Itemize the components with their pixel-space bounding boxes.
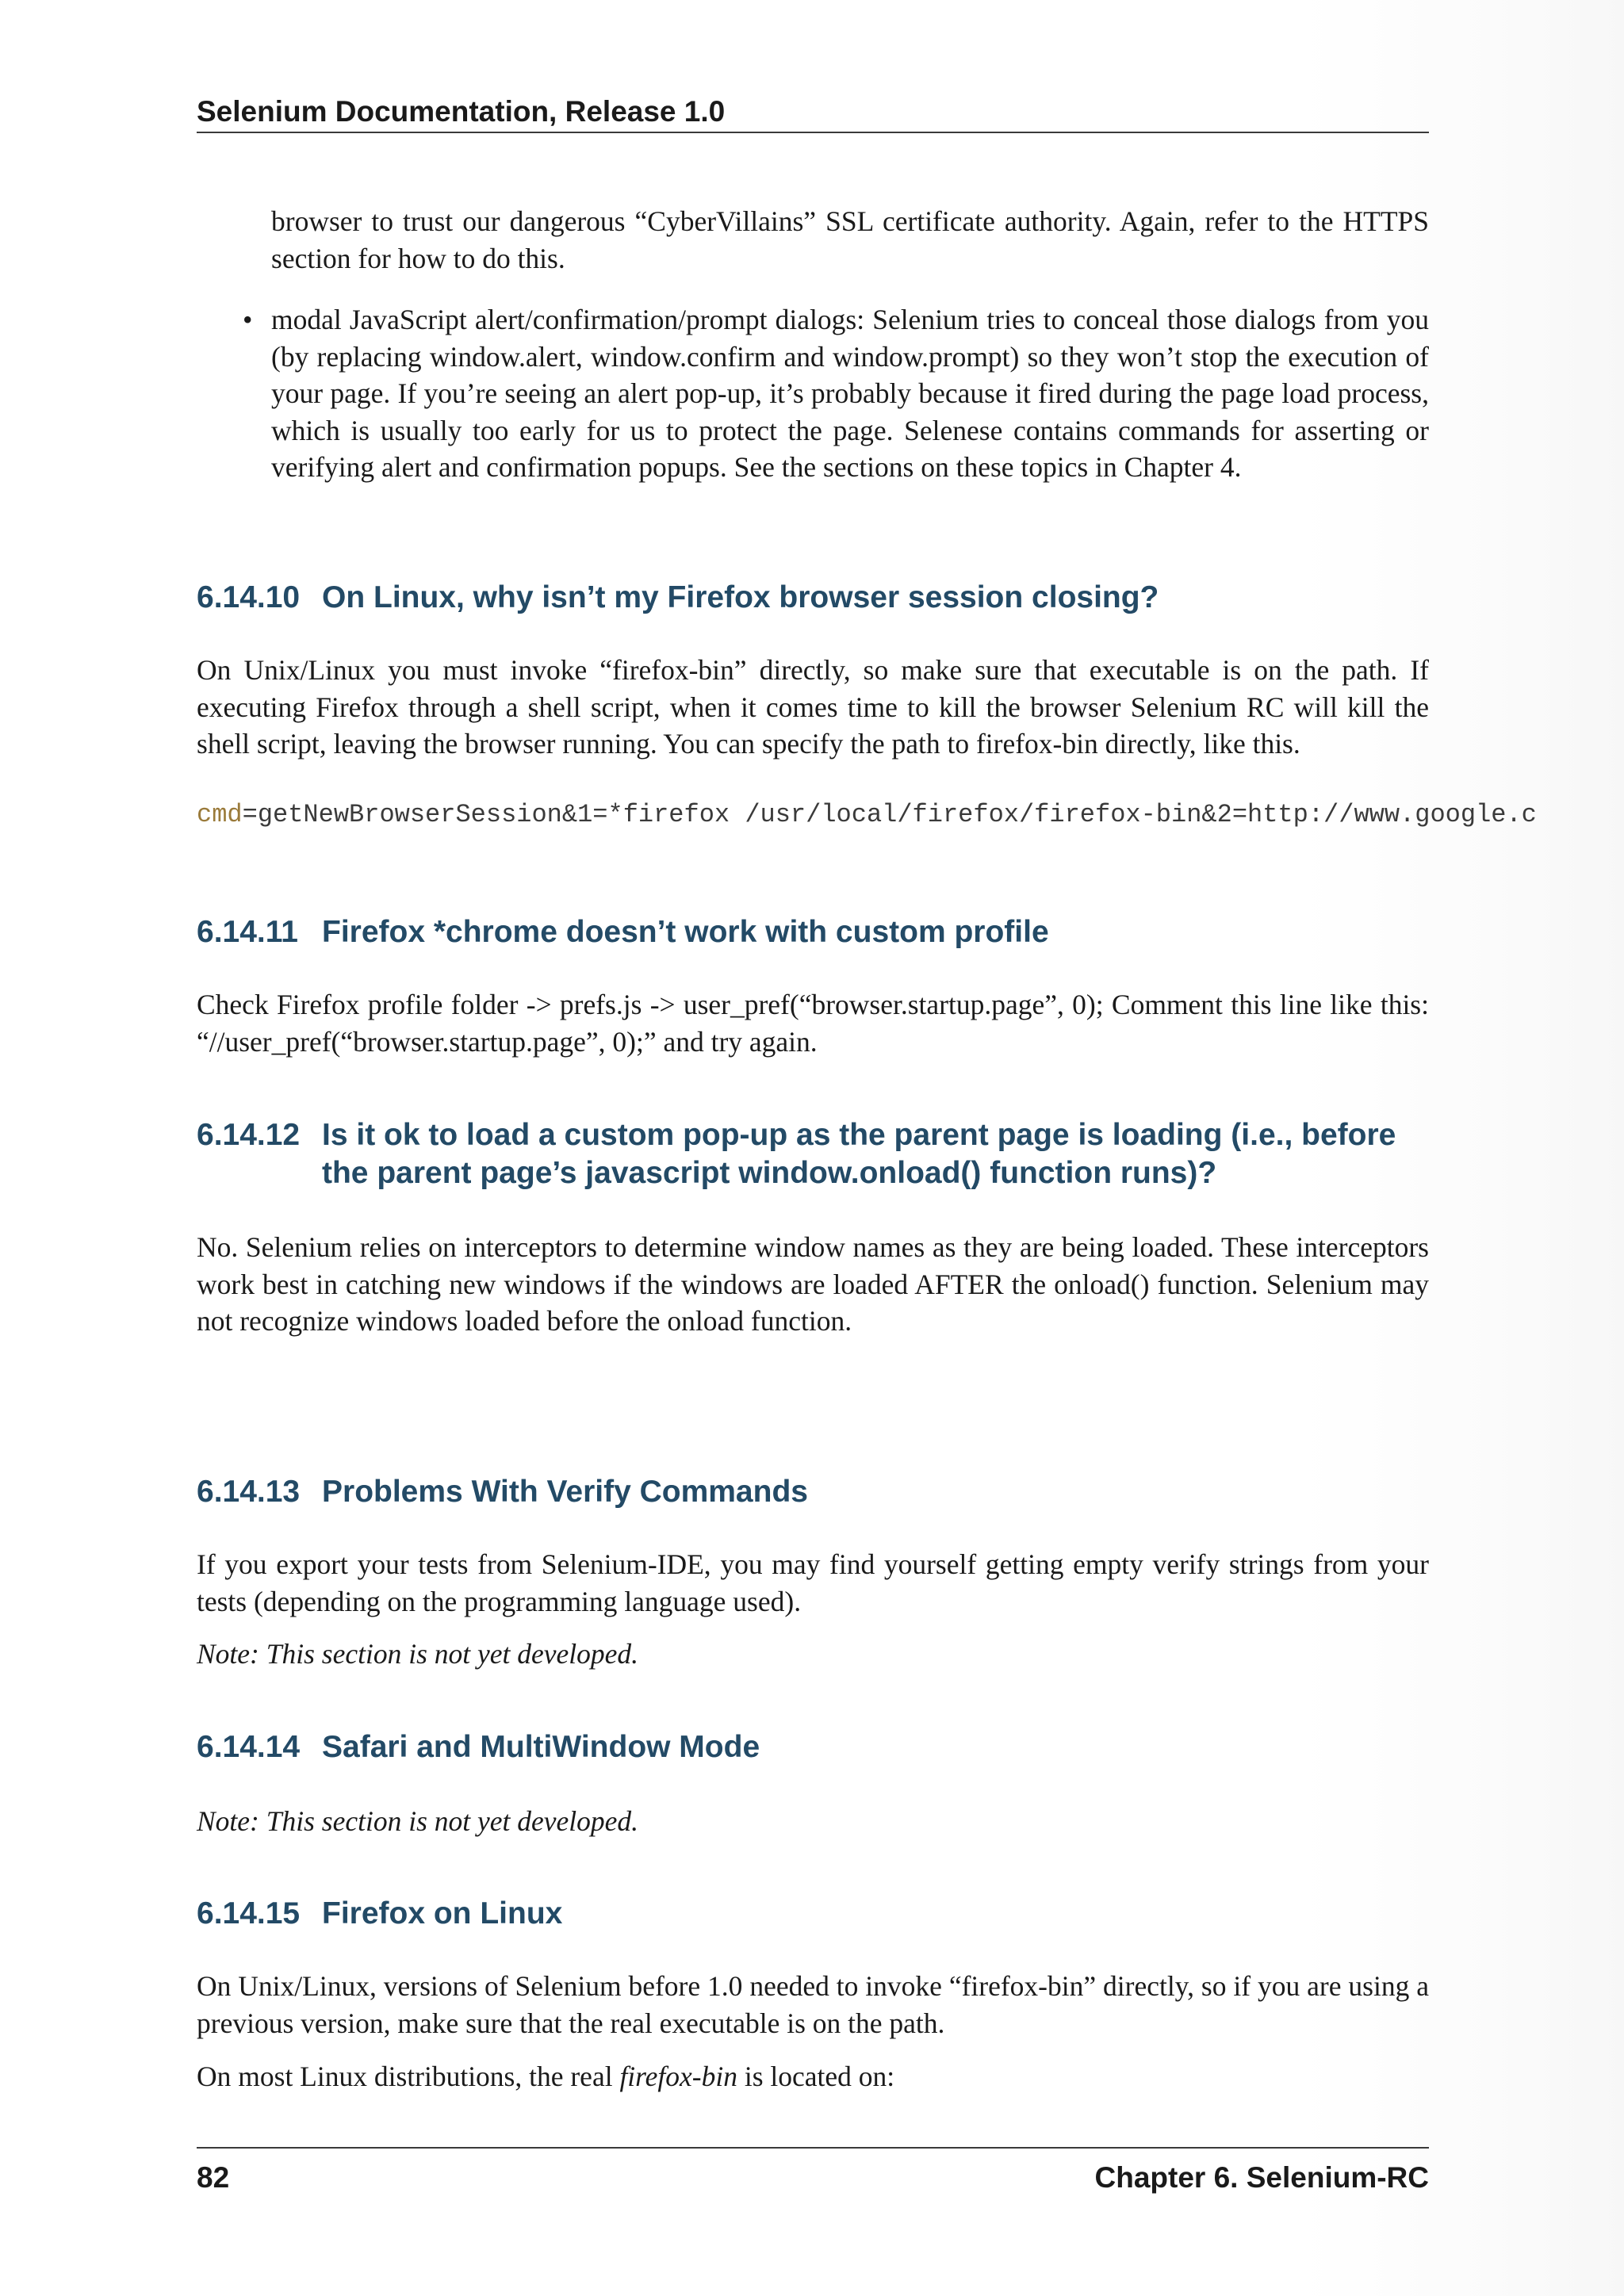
section-title: Firefox on Linux — [322, 1896, 563, 1931]
section-title: Is it ok to load a custom pop-up as the parent page is loading (i.e., before the parent page’s javascript window.onload() function runs)? — [322, 1118, 1396, 1190]
section-number: 6.14.15 — [197, 1896, 301, 1931]
paragraph: Check Firefox profile folder -> prefs.js -> user_pref(“browser.startup.page”, 0); Comment this line like this: “//user_pref(“browser.startup.page”, 0);” and try again. — [197, 989, 1429, 1058]
section-note — [197, 1636, 1429, 1673]
chapter-title: Chapter 6. Selenium-RC — [1094, 2161, 1429, 2194]
text-run: is located on: — [737, 2061, 895, 2092]
section-body — [197, 1968, 1429, 2042]
section-heading-6-14-13 — [197, 1473, 1429, 1511]
note-text: Note: This section is not yet developed. — [197, 1805, 639, 1837]
section-number: 6.14.11 — [197, 915, 298, 949]
section-heading-6-14-10 — [197, 579, 1429, 617]
section-heading-6-14-11 — [197, 913, 1429, 951]
note-text: Note: This section is not yet developed. — [197, 1638, 639, 1670]
paragraph: On Unix/Linux, versions of Selenium before 1.0 needed to invoke “firefox-bin” directly, so if you are using a previous version, make sure that the real executable is on the path. — [197, 1970, 1429, 2039]
paragraph: No. Selenium relies on interceptors to determine window names as they are being loaded. These interceptors work best in catching new windows if the windows are loaded AFTER the onload() function. Selenium may not recognize windows loaded before the onload function. — [197, 1231, 1429, 1337]
paragraph — [197, 2058, 1429, 2095]
section-number: 6.14.14 — [197, 1730, 301, 1764]
bullet-item — [271, 301, 1429, 486]
section-title: Firefox *chrome doesn’t work with custom profile — [322, 915, 1049, 949]
section-title: Problems With Verify Commands — [322, 1475, 808, 1509]
text-run: On most Linux distributions, the real — [197, 2061, 620, 2092]
code-block — [197, 798, 1537, 832]
bullet-continuation — [271, 203, 1429, 277]
section-body — [197, 1546, 1429, 1620]
page-footer — [197, 2156, 1429, 2199]
section-heading-6-14-14 — [197, 1728, 1429, 1766]
paragraph: On Unix/Linux you must invoke “firefox-bin” directly, so make sure that executable is on the path. If executing Firefox through a shell script, when it comes time to kill the browser Selenium RC will kill the shell script, leaving the browser running. You can specify the path to firefox-bin directly, like this. — [197, 654, 1429, 760]
paragraph: If you export your tests from Selenium-IDE, you may find yourself getting empty verify strings from your tests (depending on the programming language used). — [197, 1548, 1429, 1617]
section-note — [197, 1803, 1429, 1840]
section-number: 6.14.12 — [197, 1118, 301, 1152]
section-title: On Linux, why isn’t my Firefox browser session closing? — [322, 580, 1159, 614]
section-number: 6.14.13 — [197, 1475, 301, 1509]
bullet-marker: • — [243, 304, 253, 335]
emphasized-term: firefox-bin — [619, 2061, 737, 2092]
section-heading-6-14-15 — [197, 1895, 1429, 1933]
bullet-item-text: modal JavaScript alert/confirmation/prompt dialogs: Selenium tries to conceal those dialogs from you (by replacing window.alert, window.confirm and window.prompt) so they won’t stop the execution of your page. If you’re seeing an alert pop-up, it’s probably because it fired during the page load process, which is usually too early for us to protect the page. Selenese contains commands for asserting or verifying alert and confirmation popups. See the sections on these topics in Chapter 4. — [271, 304, 1429, 483]
section-body-2 — [197, 2058, 1429, 2095]
footer-rule — [197, 2147, 1429, 2149]
code-value: =getNewBrowserSession&1=*firefox /usr/local/firefox/firefox-bin&2=http://www.google.c — [242, 800, 1537, 829]
header-rule — [197, 132, 1429, 133]
section-heading-6-14-12 — [197, 1116, 1429, 1192]
section-number: 6.14.10 — [197, 580, 301, 614]
page-number: 82 — [197, 2161, 230, 2194]
section-body — [197, 986, 1429, 1060]
running-header: Selenium Documentation, Release 1.0 — [197, 95, 726, 128]
section-body — [197, 1229, 1429, 1340]
document-page — [197, 0, 1537, 2296]
section-body — [197, 652, 1429, 763]
section-title: Safari and MultiWindow Mode — [322, 1730, 760, 1764]
bullet-continuation-text: browser to trust our dangerous “CyberVillains” SSL certificate authority. Again, refer to the HTTPS section for how to do this. — [271, 205, 1429, 274]
code-key: cmd — [197, 800, 243, 829]
